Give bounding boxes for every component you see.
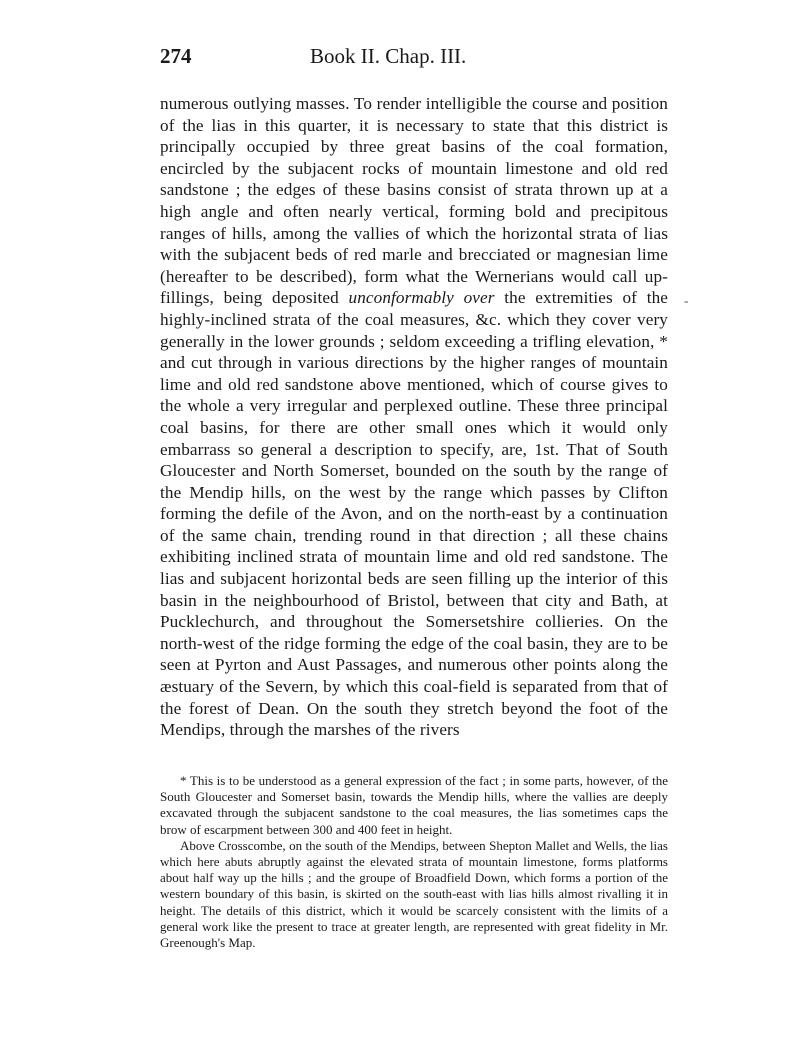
footnotes	[160, 773, 668, 951]
body-italic-phrase: unconformably over	[348, 288, 495, 308]
footnote-2: Above Crosscombe, on the south of the Mendips, between Shepton Mallet and Wells, the lias which here abuts abruptly against the elevated strata of mountain limestone, forms platforms about half way up the hills ; and the groupe of Broadfield Down, which forms a portion of the western boundary of this basin, is skirted on the south-east with lias hills almost rivalling it in height. The details of this district, which it would be scarcely consistent with the limits of a general work like the present to trace at greater length, are represented with great fidelity in Mr. Greenough's Map.	[160, 837, 668, 951]
page-header	[160, 44, 670, 84]
body-text-part-1: numerous outlying masses. To render intelligible the course and position of the lias in this quarter, it is necessary to state that this district is principally occupied by three great basins of the coal formation, encircled by the subjacent rocks of mountain limestone and old red sandstone ; the edges of these basins consist of strata thrown up at a high angle and often nearly vertical, forming bold and precipitous ranges of hills, among the vallies of which the horizontal strata of lias with the subjacent beds of red marle and brecciated or magnesian lime (hereafter to be described), form what the Wernerians would call up-fillings, being deposited	[160, 94, 668, 308]
margin-mark: -	[684, 293, 689, 308]
page-number: 274	[160, 44, 192, 68]
running-head: Book II. Chap. III.	[310, 44, 467, 68]
body-text-part-2: the extremities of the highly-inclined strata of the coal measures, &c. which they cover very generally in the lower grounds ; seldom exceeding a trifling elevation, * and cut through in various directions by the higher ranges of mountain lime and old red sandstone above mentioned, which of course gives to the whole a very irregular and perplexed outline. These three principal coal basins, for there are other small ones which it would only embarrass so general a description to specify, are, 1st. That of South Gloucester and North Somerset, bounded on the south by the range of the Mendip hills, on the west by the range which passes by Clifton forming the defile of the Avon, and on the north-east by a continuation of the same chain, trending round in that direction ; all these chains exhibiting inclined strata of mountain lime and old red sandstone. The lias and subjacent horizontal beds are seen filling up the interior of this basin in the neighbourhood of Bristol, between that city and Bath, at Pucklechurch, and throughout the Somersetshire collieries. On the north-west of the ridge forming the edge of the coal basin, they are to be seen at Pyrton and Aust Passages, and numerous other points along the æstuary of the Severn, by which this coal-field is separated from that of the forest of Dean. On the south they stretch beyond the foot of the Mendips, through the marshes of the rivers	[160, 288, 668, 740]
body-paragraph	[160, 93, 668, 741]
main-text	[160, 93, 668, 741]
footnote-1: * This is to be understood as a general expression of the fact ; in some parts, however, of the South Gloucester and Somerset basin, towards the Mendip hills, where the vallies are deeply excavated through the subjacent sandstone to the coal measures, the lias sometimes caps the brow of escarpment between 300 and 400 feet in height.	[160, 773, 668, 837]
